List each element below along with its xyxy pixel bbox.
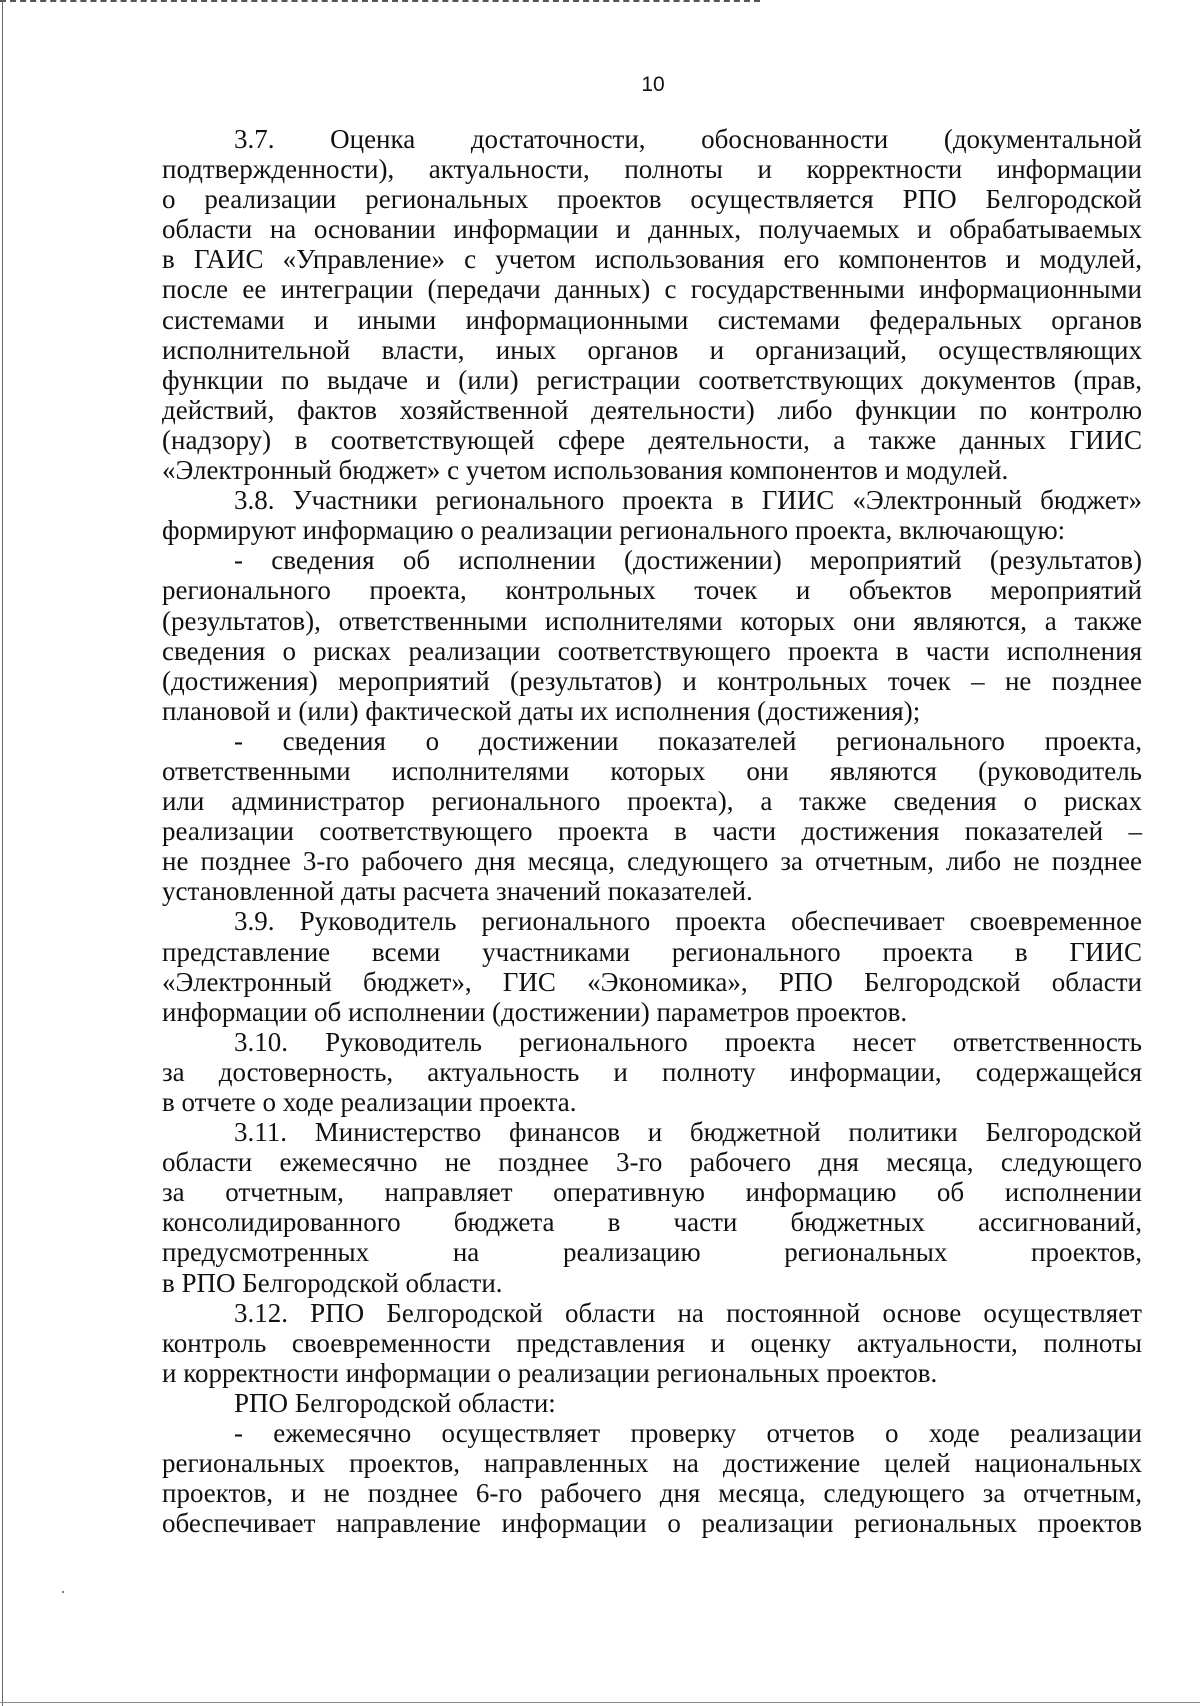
list-item-line: реализации соответствующего проекта в части достижения показателей – [162, 816, 1142, 847]
list-item-line: - ежемесячно осуществляет проверку отчетов о ходе реализации [234, 1418, 1142, 1449]
list-item-line: (достижения) мероприятий (результатов) и контрольных точек – не позднее [162, 665, 1142, 696]
paragraph-3-9-line: представление всеми участниками регионального проекта в ГИИС [162, 936, 1142, 967]
list-item-line: обеспечивает направление информации о реализации региональных проектов [162, 1508, 1142, 1539]
paragraph-3-12-line: и корректности информации о реализации региональных проектов. [162, 1357, 938, 1388]
paragraph-rpo-line: РПО Белгородской области: [234, 1387, 556, 1418]
list-item-line: установленной даты расчета значений показателей. [162, 876, 753, 907]
paragraph-3-8-line: 3.8. Участники регионального проекта в ГИИС «Электронный бюджет» [234, 485, 1142, 516]
list-item-line: ответственными исполнителями которых они являются (руководитель [162, 755, 1142, 786]
paragraph-3-10-line: 3.10. Руководитель регионального проекта несет ответственность [234, 1026, 1142, 1057]
paragraph-3-7-line: после ее интеграции (передачи данных) с государственными информационными [162, 274, 1142, 305]
paragraph-3-11-line: консолидированного бюджета в части бюджетных ассигнований, [162, 1207, 1142, 1238]
paragraph-3-7-line: подтвержденности), актуальности, полноты и корректности информации [162, 154, 1142, 185]
paragraph-3-7-line: функции по выдаче и (или) регистрации соответствующих документов (прав, [162, 364, 1142, 395]
list-item-line: сведения о рисках реализации соответствующего проекта в части исполнения [162, 635, 1142, 666]
paragraph-3-9-line: «Электронный бюджет», ГИС «Экономика», РПО Белгородской области [162, 966, 1142, 997]
list-item-line: (результатов), ответственными исполнителями которых они являются, а также [162, 605, 1142, 636]
paragraph-3-10-line: за достоверность, актуальность и полноту информации, содержащейся [162, 1056, 1142, 1087]
paragraph-3-7-line: в ГАИС «Управление» с учетом использования его компонентов и модулей, [162, 244, 1142, 275]
paragraph-3-12-line: 3.12. РПО Белгородской области на постоянной основе осуществляет [234, 1297, 1142, 1328]
scan-edge-top [0, 0, 760, 2]
page-number: 10 [641, 73, 665, 96]
paragraph-3-9-line: информации об исполнении (достижении) параметров проектов. [162, 996, 908, 1027]
scan-speck [62, 1591, 64, 1593]
paragraph-3-11-line: 3.11. Министерство финансов и бюджетной политики Белгородской [234, 1117, 1142, 1148]
paragraph-3-7-line: «Электронный бюджет» с учетом использования компонентов и модулей. [162, 455, 1009, 486]
paragraph-3-7-line: системами и иными информационными системами федеральных органов [162, 304, 1142, 335]
list-item-line: проектов, и не позднее 6-го рабочего дня месяца, следующего за отчетным, [162, 1478, 1142, 1509]
document-body [162, 124, 1142, 1538]
list-item-line: регионального проекта, контрольных точек и объектов мероприятий [162, 575, 1142, 606]
paragraph-3-8-line: формируют информацию о реализации регионального проекта, включающую: [162, 515, 1066, 546]
paragraph-3-11-line: предусмотренных на реализацию региональных проектов, [162, 1237, 1142, 1268]
paragraph-3-7-line: исполнительной власти, иных органов и организаций, осуществляющих [162, 334, 1142, 365]
paragraph-3-9-line: 3.9. Руководитель регионального проекта обеспечивает своевременное [234, 906, 1142, 937]
scan-edge-bottom [0, 1702, 1200, 1703]
scan-edge-left [2, 0, 3, 1706]
list-item-line: не позднее 3-го рабочего дня месяца, следующего за отчетным, либо не позднее [162, 846, 1142, 877]
list-item-line: - сведения о достижении показателей регионального проекта, [234, 725, 1142, 756]
paragraph-3-7-line: действий, фактов хозяйственной деятельности) либо функции по контролю [162, 394, 1142, 425]
list-item-line: региональных проектов, направленных на достижение целей национальных [162, 1448, 1142, 1479]
paragraph-3-11-line: области ежемесячно не позднее 3-го рабочего дня месяца, следующего [162, 1147, 1142, 1178]
list-item-line: плановой и (или) фактической даты их исполнения (достижения); [162, 695, 921, 726]
paragraph-3-7-line: (надзору) в соответствующей сфере деятельности, а также данных ГИИС [162, 424, 1142, 455]
paragraph-3-11-line: за отчетным, направляет оперативную информацию об исполнении [162, 1177, 1142, 1208]
paragraph-3-7-line: 3.7. Оценка достаточности, обоснованности (документальной [234, 124, 1142, 154]
list-item-line: или администратор регионального проекта), а также сведения о рисках [162, 786, 1142, 817]
paragraph-3-7-line: о реализации региональных проектов осуществляется РПО Белгородской [162, 184, 1142, 215]
paragraph-3-10-line: в отчете о ходе реализации проекта. [162, 1087, 577, 1117]
paragraph-3-7-line: области на основании информации и данных, получаемых и обрабатываемых [162, 214, 1142, 245]
paragraph-3-11-line: в РПО Белгородской области. [162, 1267, 503, 1298]
paragraph-3-12-line: контроль своевременности представления и оценку актуальности, полноты [162, 1327, 1142, 1358]
list-item-line: - сведения об исполнении (достижении) мероприятий (результатов) [234, 545, 1142, 576]
